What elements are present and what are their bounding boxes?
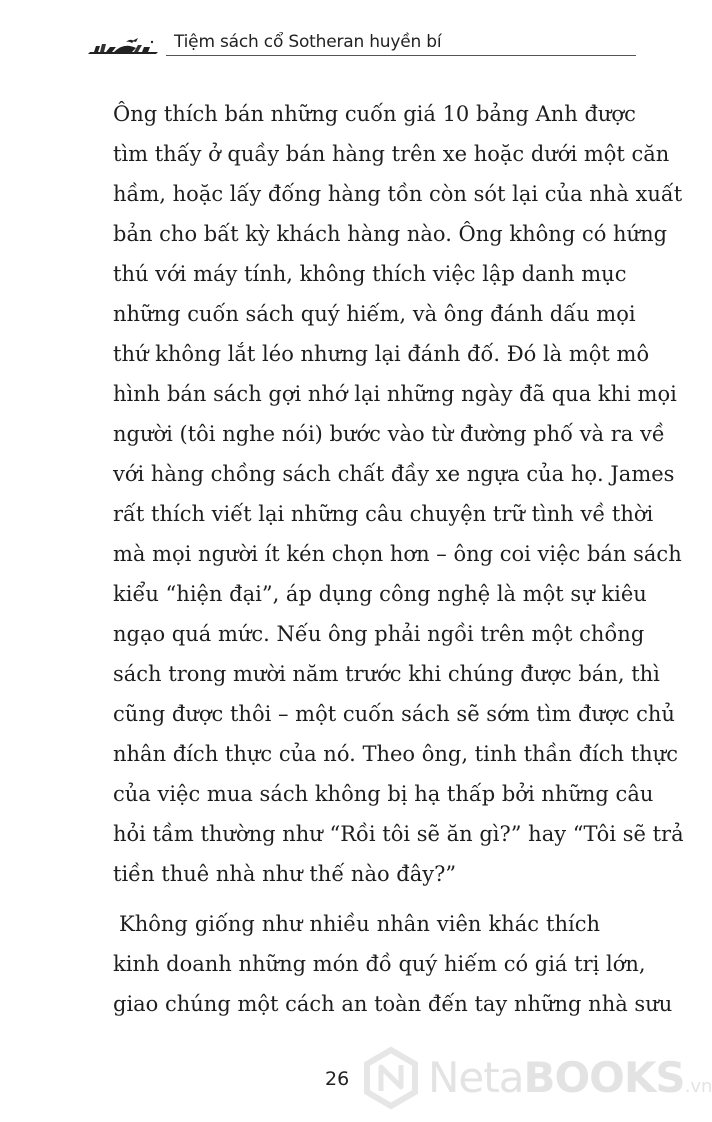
watermark-text-light: Neta [428,1053,524,1102]
books-bird-ornament-icon [86,36,161,56]
text-line: nhân đích thực của nó. Theo ông, tinh thần đích thực [113,742,678,766]
running-header [86,30,646,56]
header-rule [166,55,636,56]
text-line: rất thích viết lại những câu chuyện trữ tình về thời [113,502,654,526]
text-line: Ông thích bán những cuốn giá 10 bảng Anh được [113,102,636,126]
text-line: hầm, hoặc lấy đống hàng tồn còn sót lại của nhà xuất [113,182,683,206]
watermark-text-bold: BOOKS [523,1053,685,1102]
text-line: tìm thấy ở quầy bán hàng trên xe hoặc dưới một căn [113,142,670,166]
text-line: giao chúng một cách an toàn đến tay những nhà sưu [113,992,673,1016]
text-line: thứ không lắt léo nhưng lại đánh đố. Đó là một mô [113,342,650,366]
page-number: 26 [325,1068,350,1090]
text-line: tiền thuê nhà như thế nào đây?” [113,862,457,886]
text-line: mà mọi người ít kén chọn hơn – ông coi việc bán sách [113,542,682,566]
watermark-text [428,1053,712,1102]
text-line: kiểu “hiện đại”, áp dụng công nghệ là một sự kiêu [113,582,647,606]
running-title: Tiệm sách cổ Sotheran huyền bí [174,32,442,52]
body-text [113,94,684,1024]
text-line: sách trong mười năm trước khi chúng được bán, thì [113,662,660,686]
paragraph-2 [113,904,673,1024]
watermark-suffix: .vn [684,1076,712,1097]
paragraph-1 [113,94,684,894]
text-line: thú với máy tính, không thích việc lập danh mục [113,262,627,286]
text-line: hỏi tầm thường như “Rồi tôi sẽ ăn gì?” hay “Tôi sẽ trả [113,822,684,846]
text-line: những cuốn sách quý hiếm, và ông đánh dấu mọi [113,302,636,326]
netabooks-logo-icon [360,1047,422,1109]
text-line: người (tôi nghe nói) bước vào từ đường phố và ra về [113,422,665,446]
text-line: cũng được thôi – một cuốn sách sẽ sớm tìm được chủ [113,702,675,726]
text-line: của việc mua sách không bị hạ thấp bởi những câu [113,782,654,806]
text-line: Không giống như nhiều nhân viên khác thích [119,912,600,936]
text-line: bản cho bất kỳ khách hàng nào. Ông không có hứng [113,222,668,246]
text-line: hình bán sách gợi nhớ lại những ngày đã qua khi mọi [113,382,677,406]
text-line: ngạo quá mức. Nếu ông phải ngồi trên một chồng [113,622,645,646]
text-line: kinh doanh những món đồ quý hiếm có giá trị lớn, [113,952,646,976]
text-line: với hàng chồng sách chất đầy xe ngựa của họ. James [113,462,675,486]
watermark [360,1045,712,1117]
